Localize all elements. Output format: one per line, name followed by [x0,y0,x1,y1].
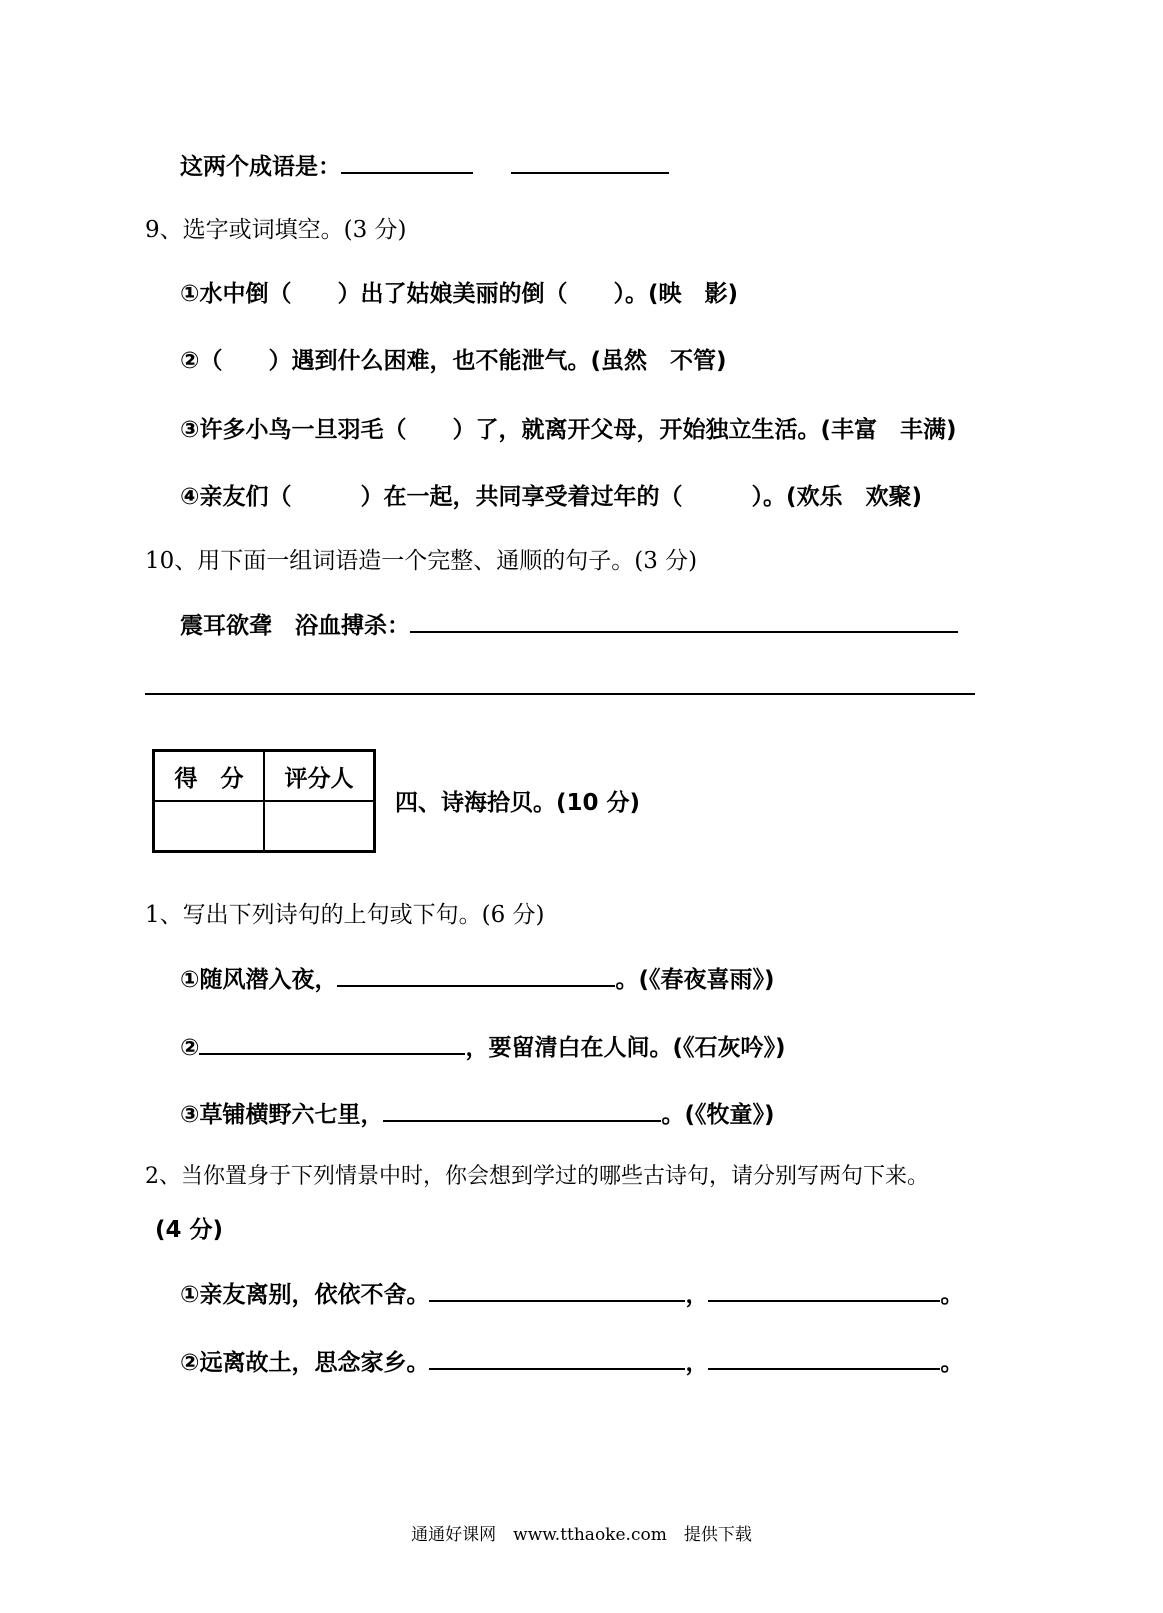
s4q1-item-2-suffix: ，要留清白在人间。(《石灰吟》) [465,1035,786,1061]
score-table [152,749,376,853]
period: 。 [940,1350,964,1376]
grader-cell[interactable] [264,801,375,852]
s4q2-points: (4 分) [155,1217,224,1243]
s4q1-item-1-suffix: 。(《春夜喜雨》) [615,967,775,993]
s4q1-item-1-prefix: ①随风潜入夜， [180,967,338,993]
score-header: 得 分 [154,751,265,802]
q9-item-1: ①水中倒（ ）出了姑娘美丽的倒（ ）。(映 影) [180,281,738,307]
poem-blank-1[interactable] [337,963,615,987]
comma: ， [685,1282,709,1308]
period: 。 [940,1282,964,1308]
s4q1-item-3-prefix: ③草铺横野六七里， [180,1102,384,1128]
s4q1-item-3-suffix: 。(《牧童》) [661,1102,775,1128]
s4q1-item-2 [180,1031,786,1063]
s4q1-item-1 [180,963,775,995]
idiom-blank-2[interactable] [511,150,669,174]
idiom-blank-1[interactable] [341,150,473,174]
q10-blank-2[interactable] [145,693,975,695]
s4q2-item-2-prefix: ②远离故土，思念家乡。 [180,1350,430,1376]
q10-words: 震耳欲聋 浴血搏杀： [180,613,410,639]
grader-header: 评分人 [264,751,375,802]
q10-words-line [180,609,958,641]
section4-title: 四、诗海拾贝。(10 分) [395,790,641,816]
s4q2-item-1-prefix: ①亲友离别，依依不舍。 [180,1282,430,1308]
scene-blank-1b[interactable] [708,1278,940,1302]
s4q1-item-3 [180,1098,775,1130]
poem-blank-2[interactable] [199,1031,465,1055]
scene-blank-1a[interactable] [429,1278,685,1302]
scene-blank-2b[interactable] [708,1346,940,1370]
poem-blank-3[interactable] [383,1098,661,1122]
footer: 通通好课网 www.tthaoke.com 提供下载 [411,1525,752,1545]
s4q2-title: 2、当你置身于下列情景中时，你会想到学过的哪些古诗句，请分别写两句下来。 [145,1164,929,1189]
s4q1-item-2-prefix: ② [180,1035,200,1061]
q9-item-4: ④亲友们（ ）在一起，共同享受着过年的（ ）。(欢乐 欢聚) [180,484,922,510]
scene-blank-2a[interactable] [429,1346,685,1370]
q9-title: 9、选字或词填空。(3 分) [145,217,407,243]
comma: ， [685,1350,709,1376]
s4q2-item-1 [180,1278,963,1310]
s4q1-title: 1、写出下列诗句的上句或下句。(6 分) [145,902,545,928]
q10-blank-1[interactable] [410,609,958,633]
idioms-line [180,150,669,182]
idioms-label: 这两个成语是： [180,154,341,180]
score-cell[interactable] [154,801,265,852]
q9-item-3: ③许多小鸟一旦羽毛（ ）了，就离开父母，开始独立生活。(丰富 丰满) [180,417,957,443]
q9-item-2: ②（ ）遇到什么困难，也不能泄气。(虽然 不管) [180,348,727,374]
q10-title: 10、用下面一组词语造一个完整、通顺的句子。(3 分) [145,548,698,574]
s4q2-item-2 [180,1346,963,1378]
